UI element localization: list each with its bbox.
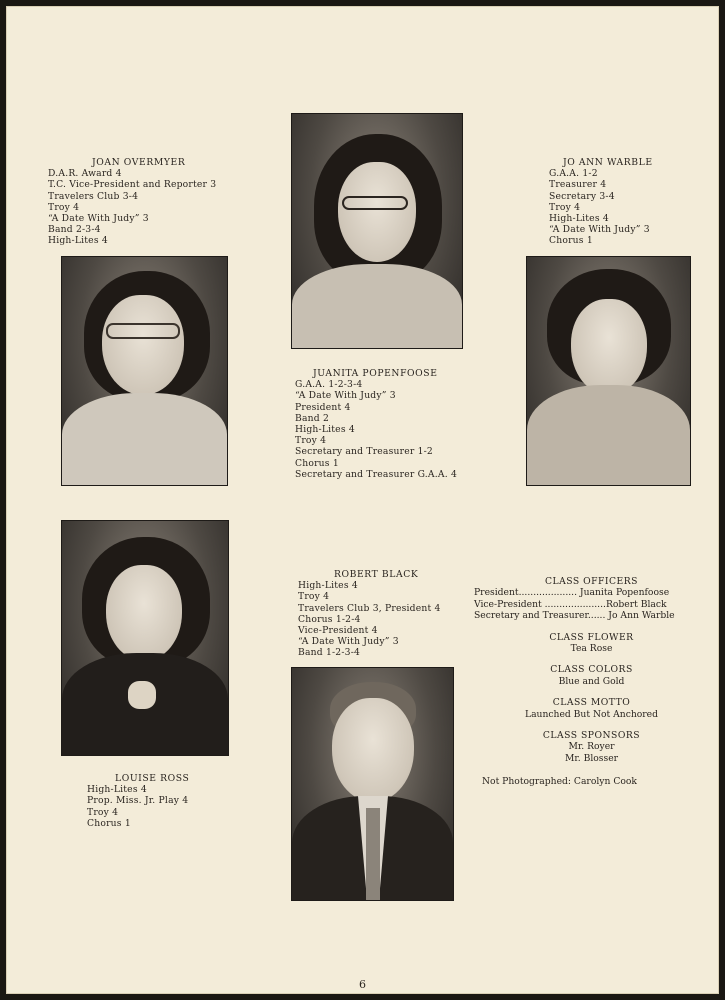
photo-joan-overmyer [61,256,228,486]
student-name: ROBERT BLACK [334,569,419,580]
officer-line: Secretary and Treasurer...... Jo Ann Warble [474,610,675,622]
class-sponsors-heading: CLASS SPONSORS [542,730,641,742]
activity-line: Band 2 [295,412,329,424]
activity-line: Troy 4 [298,591,330,603]
officer-line: President.................... Juanita Popenfoose [474,587,670,599]
activity-line: G.A.A. 1-2 [549,168,598,180]
activity-line: Secretary and Treasurer 1-2 [295,446,433,458]
class-colors-heading: CLASS COLORS [550,664,633,676]
activity-line: T.C. Vice-President and Reporter 3 [48,179,217,191]
student-name: LOUISE ROSS [115,773,190,784]
activity-line: High-Lites 4 [295,424,355,436]
activity-line: High-Lites 4 [298,580,358,592]
activity-line: Chorus 1 [549,235,593,247]
not-photographed-note: Not Photographed: Carolyn Cook [482,776,637,788]
class-flower: Tea Rose [570,643,613,655]
student-name: JOAN OVERMYER [92,157,186,168]
officer-line: Vice-President .....................Robert Black [474,598,667,610]
activity-line: President 4 [295,401,351,413]
activity-line: Secretary 3-4 [549,190,615,202]
page-number: 6 [359,978,366,991]
bio-juanita-popenfoose [295,368,457,480]
bio-jo-ann-warble [549,157,653,247]
student-name: JO ANN WARBLE [563,157,653,168]
activity-line: Troy 4 [549,201,581,213]
activity-line: G.A.A. 1-2-3-4 [295,379,363,391]
activity-line: Band 1-2-3-4 [298,647,361,659]
activity-line: Troy 4 [295,435,327,447]
activity-line: “A Date With Judy” 3 [549,224,650,236]
photo-louise-ross [61,520,229,756]
class-info [474,576,709,788]
sponsor-name: Mr. Blosser [564,752,619,764]
bio-robert-black [298,569,441,659]
bio-louise-ross [87,773,189,829]
class-flower-heading: CLASS FLOWER [549,631,634,643]
student-name: JUANITA POPENFOOSE [313,368,438,379]
activity-line: Troy 4 [48,201,80,213]
bio-joan-overmyer [48,157,216,247]
activity-line: Prop. Miss. Jr. Play 4 [87,795,189,807]
activity-line: High-Lites 4 [549,213,609,225]
activity-line: “A Date With Judy” 3 [48,213,149,225]
activity-line: High-Lites 4 [87,784,147,796]
activity-line: Band 2-3-4 [48,224,101,236]
photo-robert-black [291,667,454,901]
activity-line: Troy 4 [87,806,119,818]
activity-line: “A Date With Judy” 3 [295,390,396,402]
activity-line: Treasurer 4 [549,179,607,191]
activity-line: Secretary and Treasurer G.A.A. 4 [295,468,457,480]
activity-line: Vice-President 4 [298,625,378,637]
photo-jo-ann-warble [526,256,691,486]
sponsor-name: Mr. Royer [568,741,615,753]
class-motto: Launched But Not Anchored [524,708,659,720]
class-motto-heading: CLASS MOTTO [552,697,631,709]
activity-line: Chorus 1 [87,817,131,829]
activity-line: D.A.R. Award 4 [48,168,122,180]
activity-line: “A Date With Judy” 3 [298,636,399,648]
activity-line: Travelers Club 3, President 4 [298,602,441,614]
class-officers-heading: CLASS OFFICERS [545,576,638,587]
activity-line: Chorus 1 [295,457,339,469]
photo-juanita-popenfoose [291,113,463,349]
activity-line: High-Lites 4 [48,235,108,247]
activity-line: Travelers Club 3-4 [48,190,139,202]
activity-line: Chorus 1-2-4 [298,613,361,625]
class-colors: Blue and Gold [558,675,625,687]
